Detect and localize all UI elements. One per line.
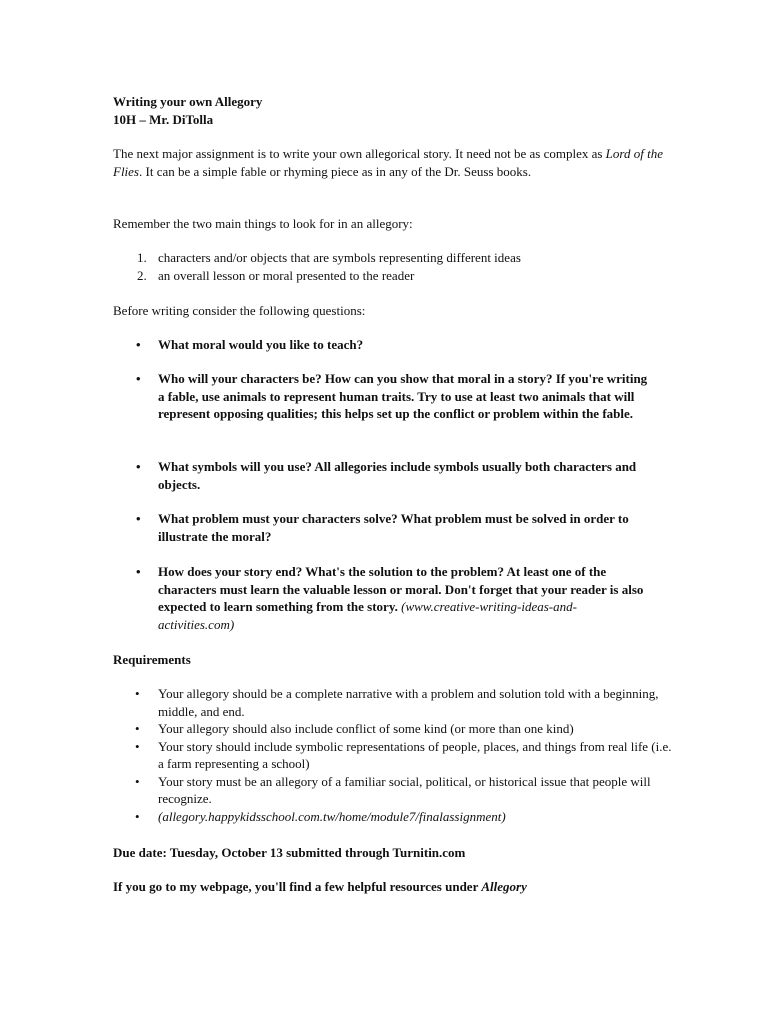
webpage-note: If you go to my webpage, you'll find a few helpful resources under Allegory bbox=[113, 879, 527, 894]
list-item: • Your story should include symbolic representations of people, places, and things from real life (i.e. a farm representing a school) bbox=[135, 738, 672, 771]
list-item: 2. an overall lesson or moral presented to the reader bbox=[137, 267, 415, 283]
list-item: • Your allegory should also include conflict of some kind (or more than one kind) bbox=[135, 721, 574, 736]
list-item: 1. characters and/or objects that are symbols representing different ideas bbox=[137, 250, 521, 265]
question-item: • How does your story end? What's the solution to the problem? At least one of the characters must learn the valuable lesson or moral. Don't forget that your reader is also expected to learn something from the story. (www.creative-writing-ideas-and-activities.com) bbox=[136, 564, 644, 632]
bullet-icon: • bbox=[135, 808, 140, 824]
list-item: • Your story must be an allegory of a familiar social, political, or historical issue that people will recognize. bbox=[135, 773, 651, 806]
source-citation: (allegory.happykidsschool.com.tw/home/module7/finalassignment) bbox=[158, 808, 506, 824]
due-date: Due date: Tuesday, October 13 submitted through Turnitin.com bbox=[113, 845, 466, 860]
bullet-icon: • bbox=[135, 721, 140, 736]
intro-paragraph bbox=[113, 145, 678, 180]
question-item: • What moral would you like to teach? bbox=[136, 337, 364, 352]
question-item: • Who will your characters be? How can you show that moral in a story? If you're writing a fable, use animals to represent human traits. Try to use at least two animals that will represent opposing qualities; this helps set up the conflict or problem within the fable. bbox=[136, 371, 648, 421]
requirements-list bbox=[113, 685, 673, 825]
intro-text-1: The next major assignment is to write your own allegorical story. It need not be as complex as bbox=[113, 146, 606, 161]
bullet-icon: • bbox=[135, 686, 140, 701]
bullet-icon: • bbox=[136, 564, 141, 579]
bullet-icon: • bbox=[135, 773, 140, 789]
allegory-link: Allegory bbox=[481, 879, 527, 894]
question-item: • What problem must your characters solve? What problem must be solved in order to illustrate the moral? bbox=[136, 511, 629, 544]
bullet-icon: • bbox=[135, 738, 140, 754]
remember-text: Remember the two main things to look for in an allegory: bbox=[113, 216, 413, 231]
class-line: 10H – Mr. DiTolla bbox=[113, 112, 214, 127]
questions-intro: Before writing consider the following questions: bbox=[113, 303, 366, 318]
intro-text-2: . It can be a simple fable or rhyming piece as in any of the Dr. Seuss books. bbox=[139, 163, 532, 179]
list-item bbox=[113, 808, 673, 826]
requirements-heading: Requirements bbox=[113, 652, 191, 667]
document-title: Writing your own Allegory bbox=[113, 94, 263, 109]
source-citation: (www.creative-writing-ideas-and-activities.com) bbox=[158, 599, 577, 632]
list-item: • Your allegory should be a complete narrative with a problem and solution told with a beginning, middle, and end. bbox=[135, 686, 659, 719]
question-item: • What symbols will you use? All allegories include symbols usually both characters and objects. bbox=[136, 459, 637, 492]
allegory-elements-list bbox=[113, 249, 673, 284]
bullet-icon: • bbox=[136, 511, 141, 526]
bullet-icon: • bbox=[136, 459, 141, 474]
bullet-icon: • bbox=[136, 337, 141, 352]
book-title: Lord of the Flies bbox=[113, 146, 663, 179]
bullet-icon: • bbox=[136, 371, 141, 386]
